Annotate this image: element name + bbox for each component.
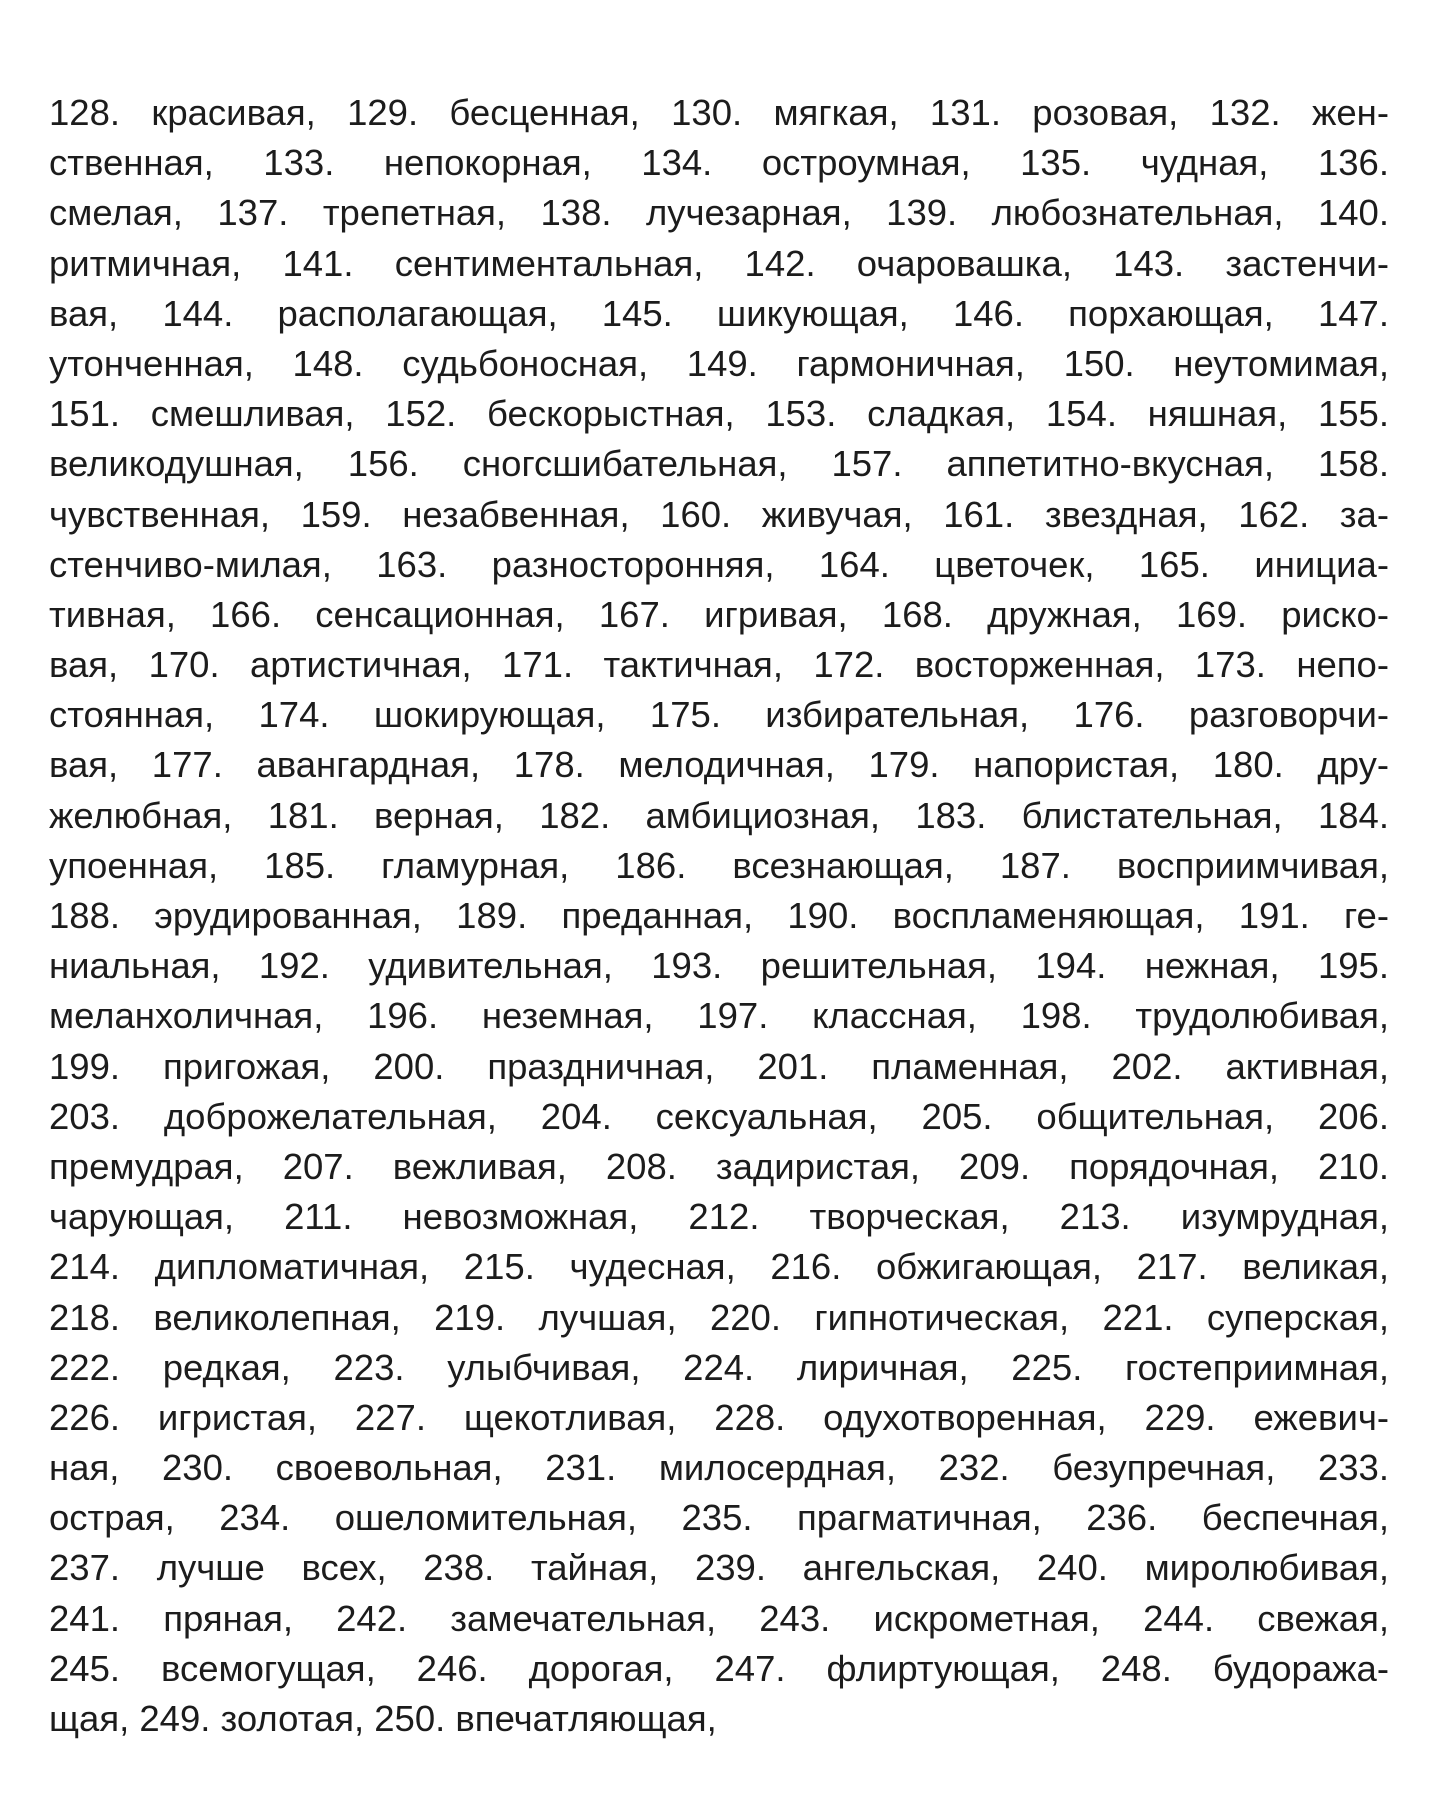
text-line: 203. доброжелательная, 204. сексуальная, 205. общительная, 206. <box>49 1095 1389 1137</box>
text-line: премудрая, 207. вежливая, 208. задиристая, 209. порядочная, 210. <box>49 1145 1389 1187</box>
text-line: 214. дипломатичная, 215. чудесная, 216. обжигающая, 217. великая, <box>49 1246 1389 1288</box>
text-line: стенчиво-милая, 163. разносторонняя, 164. цветочек, 165. инициа- <box>49 543 1389 585</box>
text-line: великодушная, 156. сногсшибательная, 157. аппетитно-вкусная, 158. <box>49 443 1389 485</box>
text-line: 237. лучше всех, 238. тайная, 239. ангельская, 240. миролюбивая, <box>49 1547 1389 1589</box>
text-line: желюбная, 181. верная, 182. амбициозная, 183. блистательная, 184. <box>49 794 1389 836</box>
text-line: ниальная, 192. удивительная, 193. решительная, 194. нежная, 195. <box>49 945 1389 987</box>
word-list-paragraph <box>49 88 1389 1744</box>
text-line: утонченная, 148. судьбоносная, 149. гармоничная, 150. неутомимая, <box>49 342 1389 384</box>
text-line: упоенная, 185. гламурная, 186. всезнающая, 187. восприимчивая, <box>49 844 1389 886</box>
text-line: чувственная, 159. незабвенная, 160. живучая, 161. звездная, 162. за- <box>49 493 1389 535</box>
text-line: 188. эрудированная, 189. преданная, 190. воспламеняющая, 191. ге- <box>49 895 1389 936</box>
text-line: ственная, 133. непокорная, 134. остроумная, 135. чудная, 136. <box>49 142 1389 184</box>
text-line: стоянная, 174. шокирующая, 175. избирательная, 176. разговорчи- <box>49 694 1389 736</box>
text-line: 199. пригожая, 200. праздничная, 201. пламенная, 202. активная, <box>49 1045 1389 1087</box>
text-line: тивная, 166. сенсационная, 167. игривая, 168. дружная, 169. риско- <box>49 593 1389 635</box>
text-line: 226. игристая, 227. щекотливая, 228. одухотворенная, 229. ежевич- <box>49 1396 1389 1438</box>
text-line: чарующая, 211. невозможная, 212. творческая, 213. изумрудная, <box>49 1196 1389 1238</box>
text-line: вая, 170. артистичная, 171. тактичная, 172. восторженная, 173. непо- <box>49 644 1389 686</box>
text-line: острая, 234. ошеломительная, 235. прагматичная, 236. беспечная, <box>49 1497 1389 1539</box>
text-line: 241. пряная, 242. замечательная, 243. искрометная, 244. свежая, <box>49 1597 1389 1639</box>
text-line: 128. красивая, 129. бесценная, 130. мягкая, 131. розовая, 132. жен- <box>49 92 1389 133</box>
text-line: 218. великолепная, 219. лучшая, 220. гипнотическая, 221. суперская, <box>49 1296 1389 1338</box>
text-line: ная, 230. своевольная, 231. милосердная, 232. безупречная, 233. <box>49 1447 1389 1489</box>
text-line: смелая, 137. трепетная, 138. лучезарная, 139. любознательная, 140. <box>49 192 1389 234</box>
text-line: 151. смешливая, 152. бескорыстная, 153. сладкая, 154. няшная, 155. <box>49 393 1389 435</box>
text-line: вая, 144. располагающая, 145. шикующая, 146. порхающая, 147. <box>49 292 1389 334</box>
text-line: вая, 177. авангардная, 178. мелодичная, 179. напористая, 180. дру- <box>49 744 1389 786</box>
text-line: ритмичная, 141. сентиментальная, 142. очаровашка, 143. застенчи- <box>49 242 1389 284</box>
text-line-last: щая, 249. золотая, 250. впечатляющая, <box>49 1698 717 1739</box>
text-line: меланхоличная, 196. неземная, 197. классная, 198. трудолюбивая, <box>49 995 1389 1037</box>
text-line: 222. редкая, 223. улыбчивая, 224. лиричная, 225. гостеприимная, <box>49 1346 1389 1388</box>
text-line: 245. всемогущая, 246. дорогая, 247. флиртующая, 248. будоража- <box>49 1647 1389 1689</box>
